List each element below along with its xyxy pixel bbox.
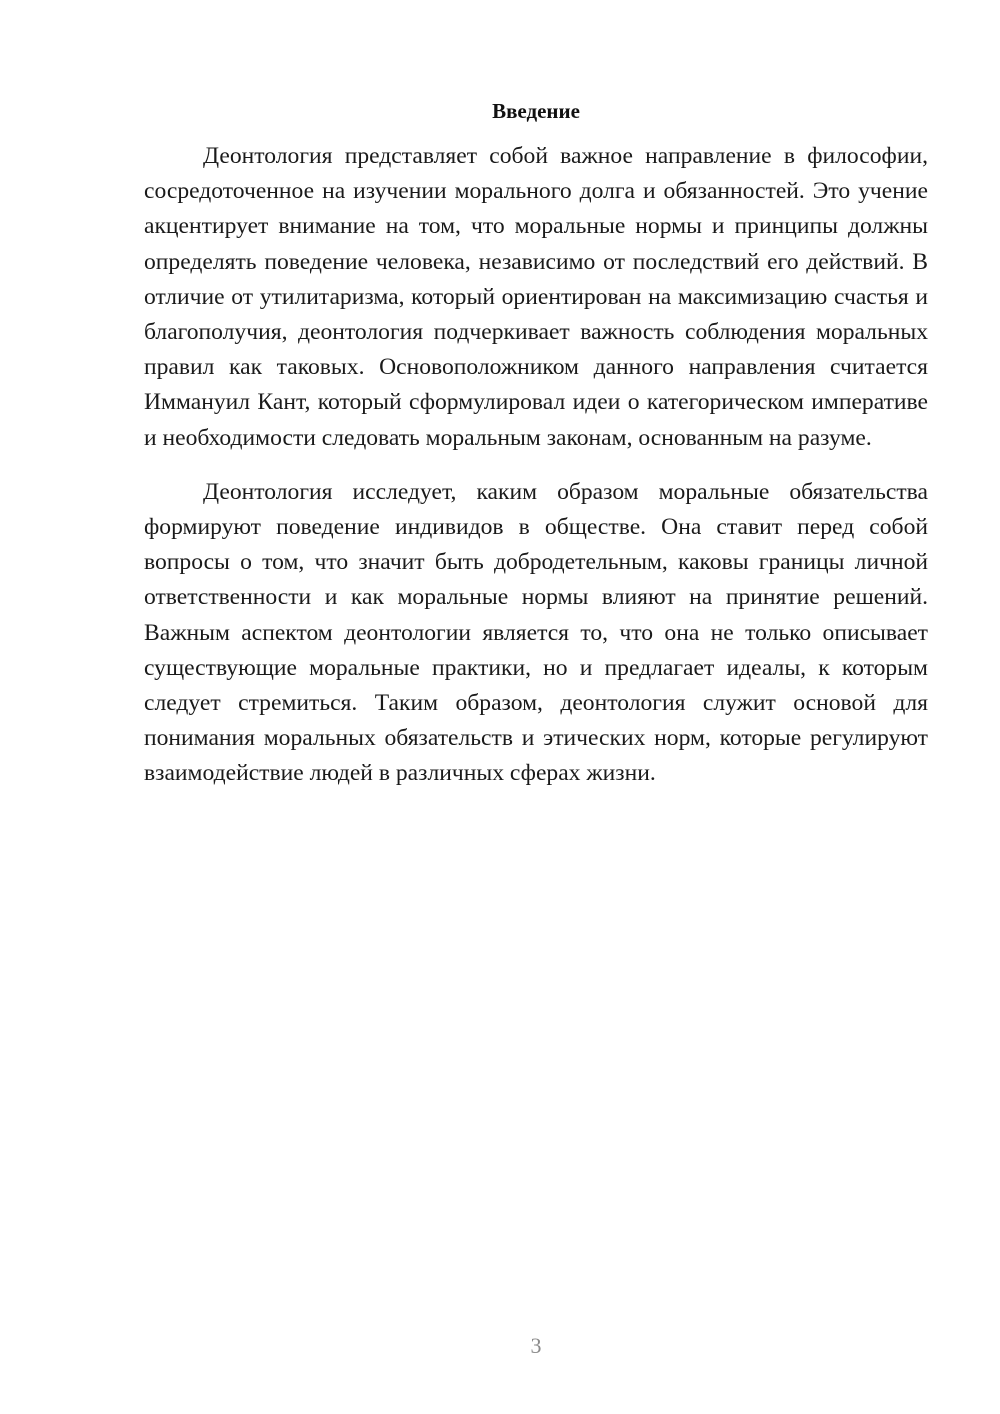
paragraph-1: Деонтология представляет собой важное направление в философии, сосредоточенное на изучении морального долга и обязанностей. Это учение акцентирует внимание на том, что моральные нормы и принципы должны определять поведение человека, независимо от последствий его действий. В отличие от утилитаризма, который ориентирован на максимизацию счастья и благополучия, деонтология подчеркивает важность соблюдения моральных правил как таковых. Основоположником данного направления считается Иммануил Кант, который сформулировал идеи о категорическом императиве и необходимости следовать моральным законам, основанным на разуме. bbox=[144, 143, 928, 451]
page-content bbox=[144, 94, 928, 811]
paragraph-2: Деонтология исследует, каким образом моральные обязательства формируют поведение индивидов в обществе. Она ставит перед собой вопросы о том, что значит быть добродетельным, каковы границы личной ответственности и как моральные нормы влияют на принятие решений. Важным аспектом деонтологии является то, что она не только описывает существующие моральные практики, но и предлагает идеалы, к которым следует стремиться. Таким образом, деонтология служит основой для понимания моральных обязательств и этических норм, которые регулируют взаимодействие людей в различных сферах жизни. bbox=[144, 478, 928, 787]
section-heading: Введение bbox=[492, 99, 580, 123]
page-number: 3 bbox=[530, 1333, 542, 1358]
